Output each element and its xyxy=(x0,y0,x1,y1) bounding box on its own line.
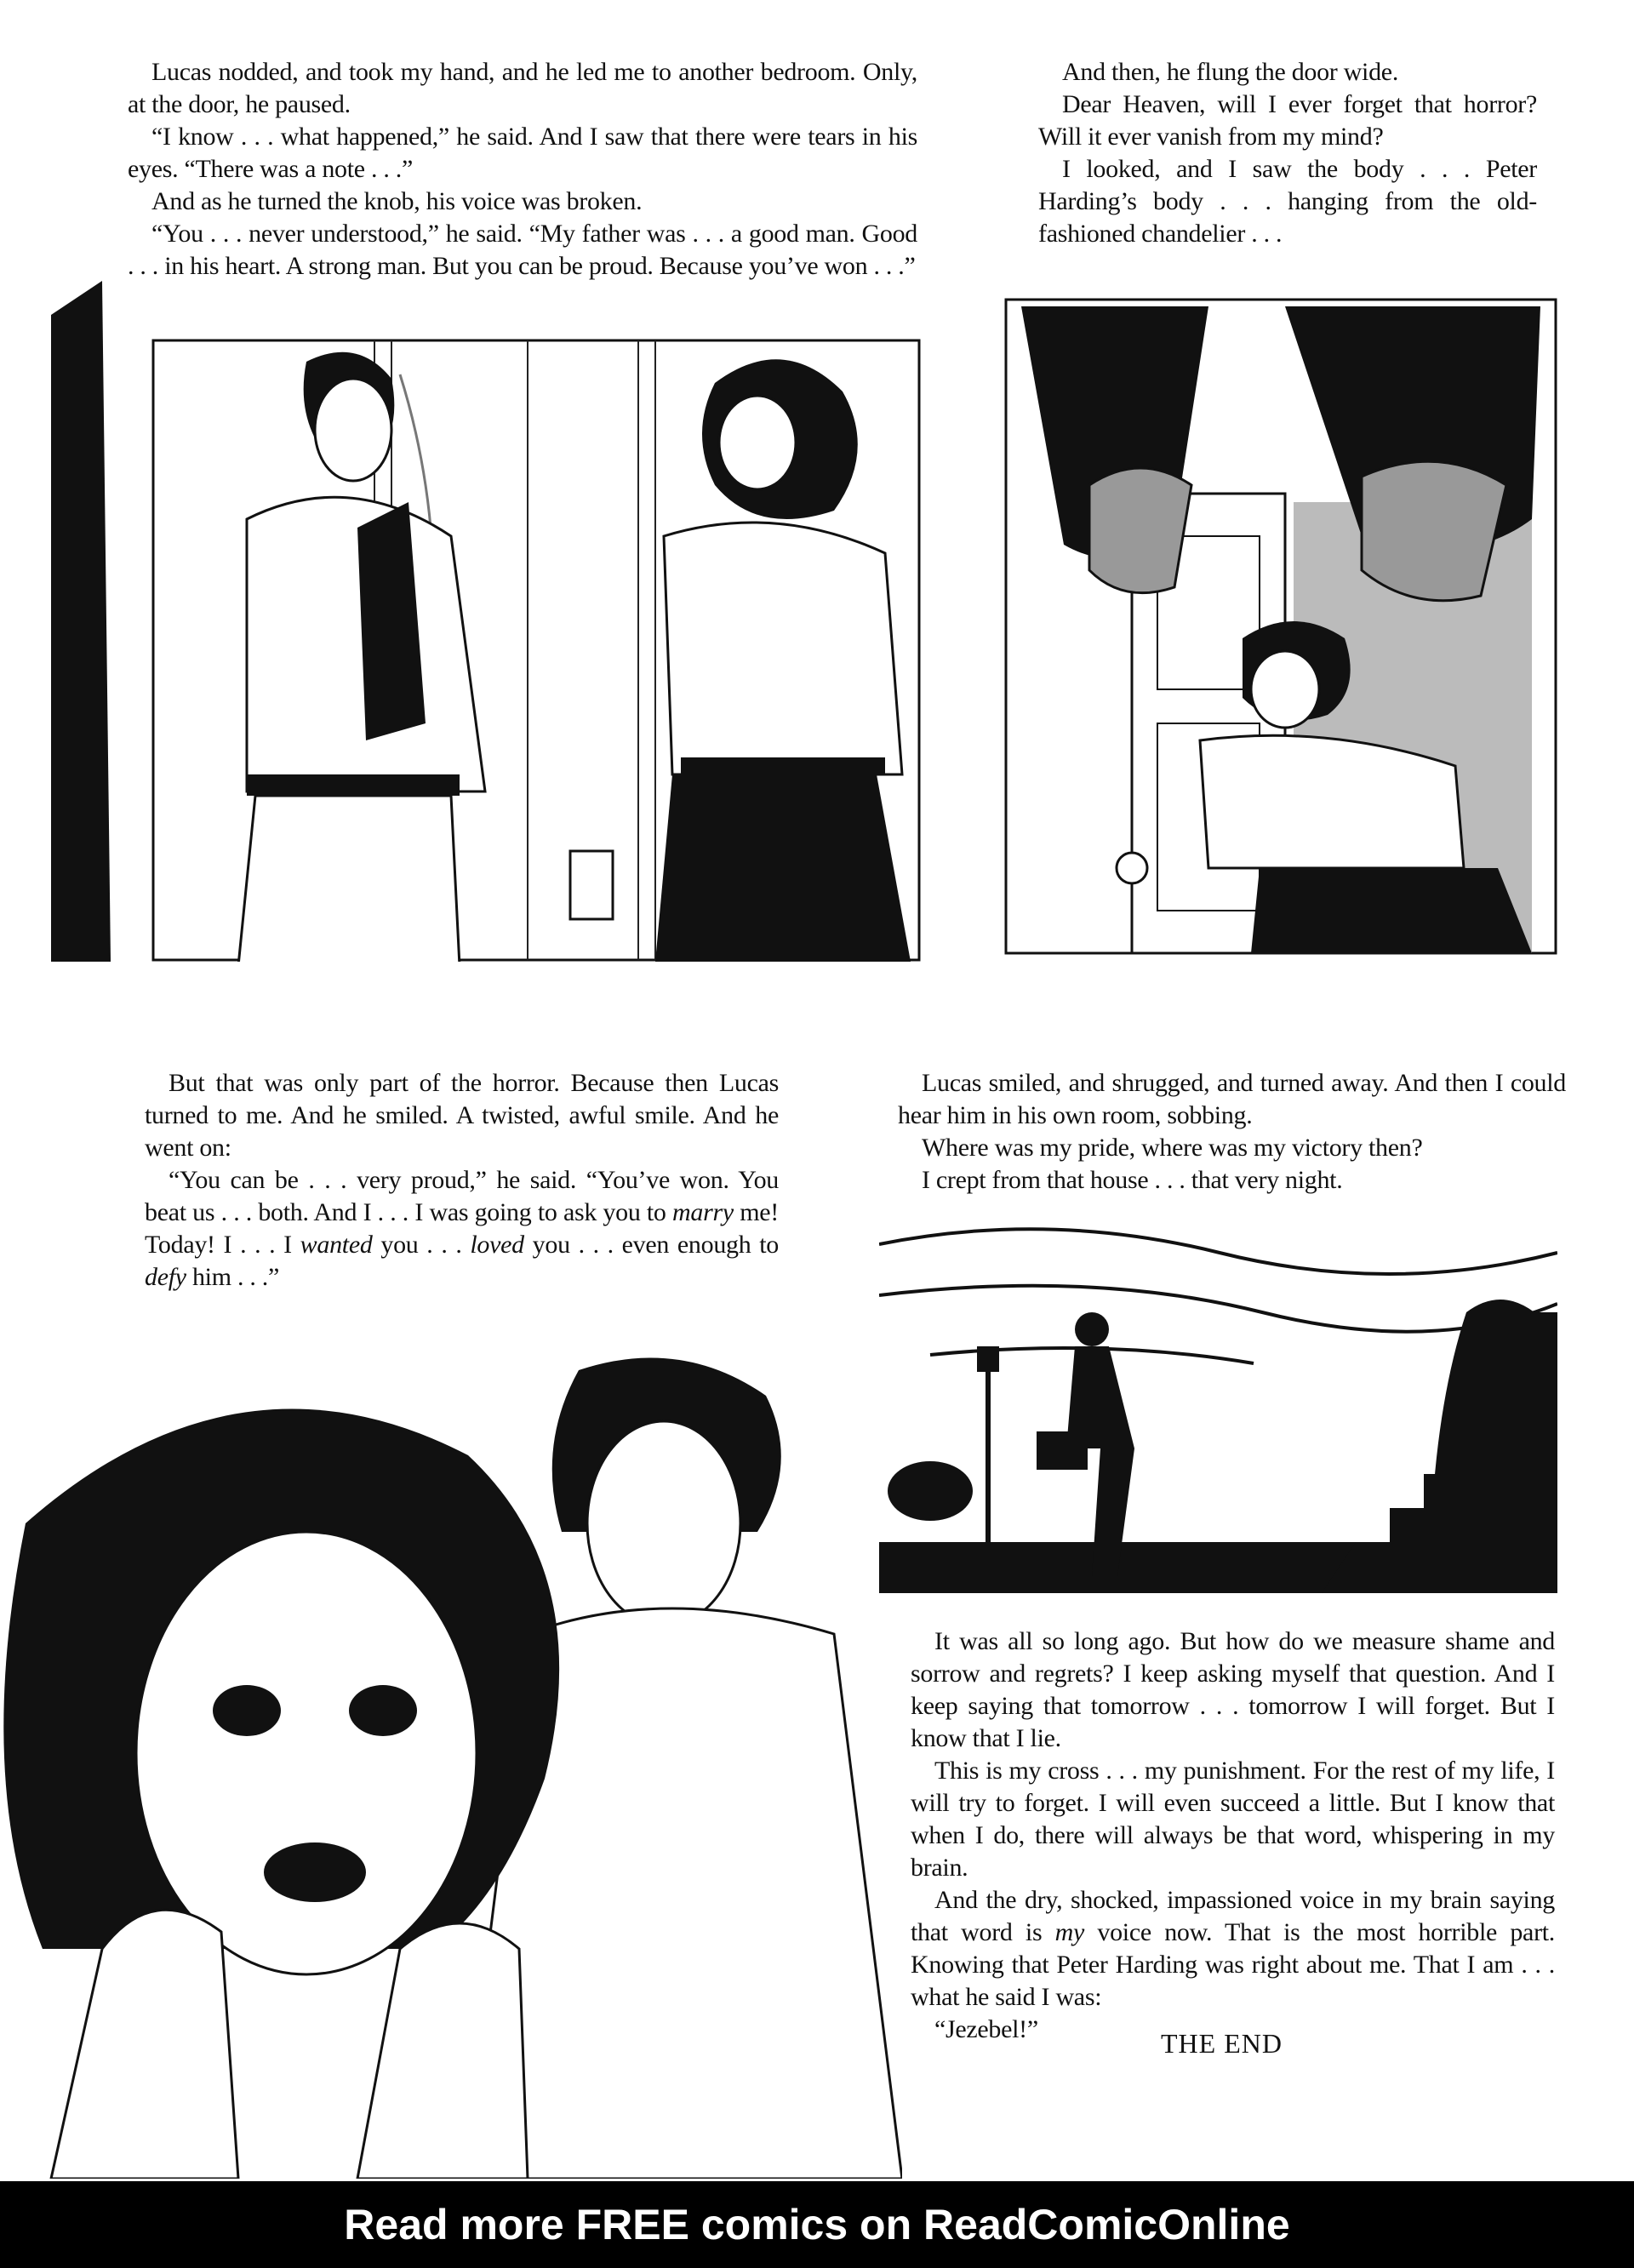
text-block-middle-right xyxy=(898,1067,1566,1197)
panel-lucas-at-door-art xyxy=(51,281,921,962)
text-block-middle-left xyxy=(145,1067,779,1294)
text-block-bottom-right xyxy=(911,1625,1555,2046)
panel-woman-and-lucas-closeup xyxy=(0,1353,902,2179)
paragraph: And then, he flung the door wide. xyxy=(1062,58,1399,86)
text-block-top-left xyxy=(128,56,917,283)
paragraph: And as he turned the knob, his voice was broken. xyxy=(151,187,643,215)
panel-silhouette-leaving-art xyxy=(879,1219,1557,1625)
footer-banner[interactable]: Read more FREE comics on ReadComicOnline xyxy=(0,2181,1634,2268)
panel-lucas-at-door xyxy=(51,281,921,962)
paragraph: Lucas smiled, and shrugged, and turned away. And then I could hear him in his own room, sobbing. xyxy=(898,1069,1566,1129)
panel-silhouette-leaving xyxy=(879,1219,1557,1625)
paragraph: “You . . . never understood,” he said. “My father was . . . a good man. Good . . . in his heart. A strong man. But you can be proud. Because you’ve won . . .” xyxy=(128,220,917,280)
the-end-label: THE END xyxy=(1161,2028,1283,2059)
paragraph: “I know . . . what happened,” he said. And I saw that there were tears in his eyes. “There was a note . . .” xyxy=(128,123,917,183)
paragraph: Dear Heaven, will I ever forget that horror? Will it ever vanish from my mind? xyxy=(1038,90,1537,151)
italic-emphasis: marry xyxy=(672,1198,734,1226)
italic-emphasis: my xyxy=(1054,1918,1085,1946)
paragraph: I crept from that house . . . that very night. xyxy=(922,1166,1343,1194)
paragraph: This is my cross . . . my punishment. For the rest of my life, I will try to forget. I will even succeed a little. But I know that when I do, there will always be that word, whispering in my brain. xyxy=(911,1757,1555,1882)
text-block-top-right xyxy=(1038,56,1537,250)
paragraph: I looked, and I saw the body . . . Peter Harding’s body . . . hanging from the old-fashioned chandelier . . . xyxy=(1038,155,1537,248)
paragraph: “Jezebel!” xyxy=(934,2015,1038,2043)
panel-hanging-body xyxy=(1004,298,1557,955)
paragraph: It was all so long ago. But how do we measure shame and sorrow and regrets? I keep asking myself that question. And I keep saying that tomorrow . . . tomorrow I will forget. But I know that I lie. xyxy=(911,1627,1555,1752)
italic-emphasis: loved xyxy=(470,1231,524,1259)
italic-emphasis: wanted xyxy=(300,1231,373,1259)
paragraph: But that was only part of the horror. Because then Lucas turned to me. And he smiled. A twisted, awful smile. And he went on: xyxy=(145,1069,779,1162)
paragraph: “You can be . . . very proud,” he said. “You’ve won. You beat us . . . both. And I . . . I was going to ask you to marry me! Today! I . . . I wanted you . . . loved you . . . even enough to defy him . . .” xyxy=(145,1166,779,1291)
panel-woman-and-lucas-closeup-art xyxy=(0,1353,902,2179)
paragraph: And the dry, shocked, impassioned voice in my brain saying that word is my voice now. That is the most horrible part. Knowing that Peter Harding was right about me. That I am . . . what he said I was: xyxy=(911,1886,1555,2011)
paragraph: Where was my pride, where was my victory then? xyxy=(922,1134,1423,1162)
panel-hanging-body-art xyxy=(1004,298,1557,955)
italic-emphasis: defy xyxy=(145,1263,186,1291)
paragraph: Lucas nodded, and took my hand, and he led me to another bedroom. Only, at the door, he paused. xyxy=(128,58,917,118)
